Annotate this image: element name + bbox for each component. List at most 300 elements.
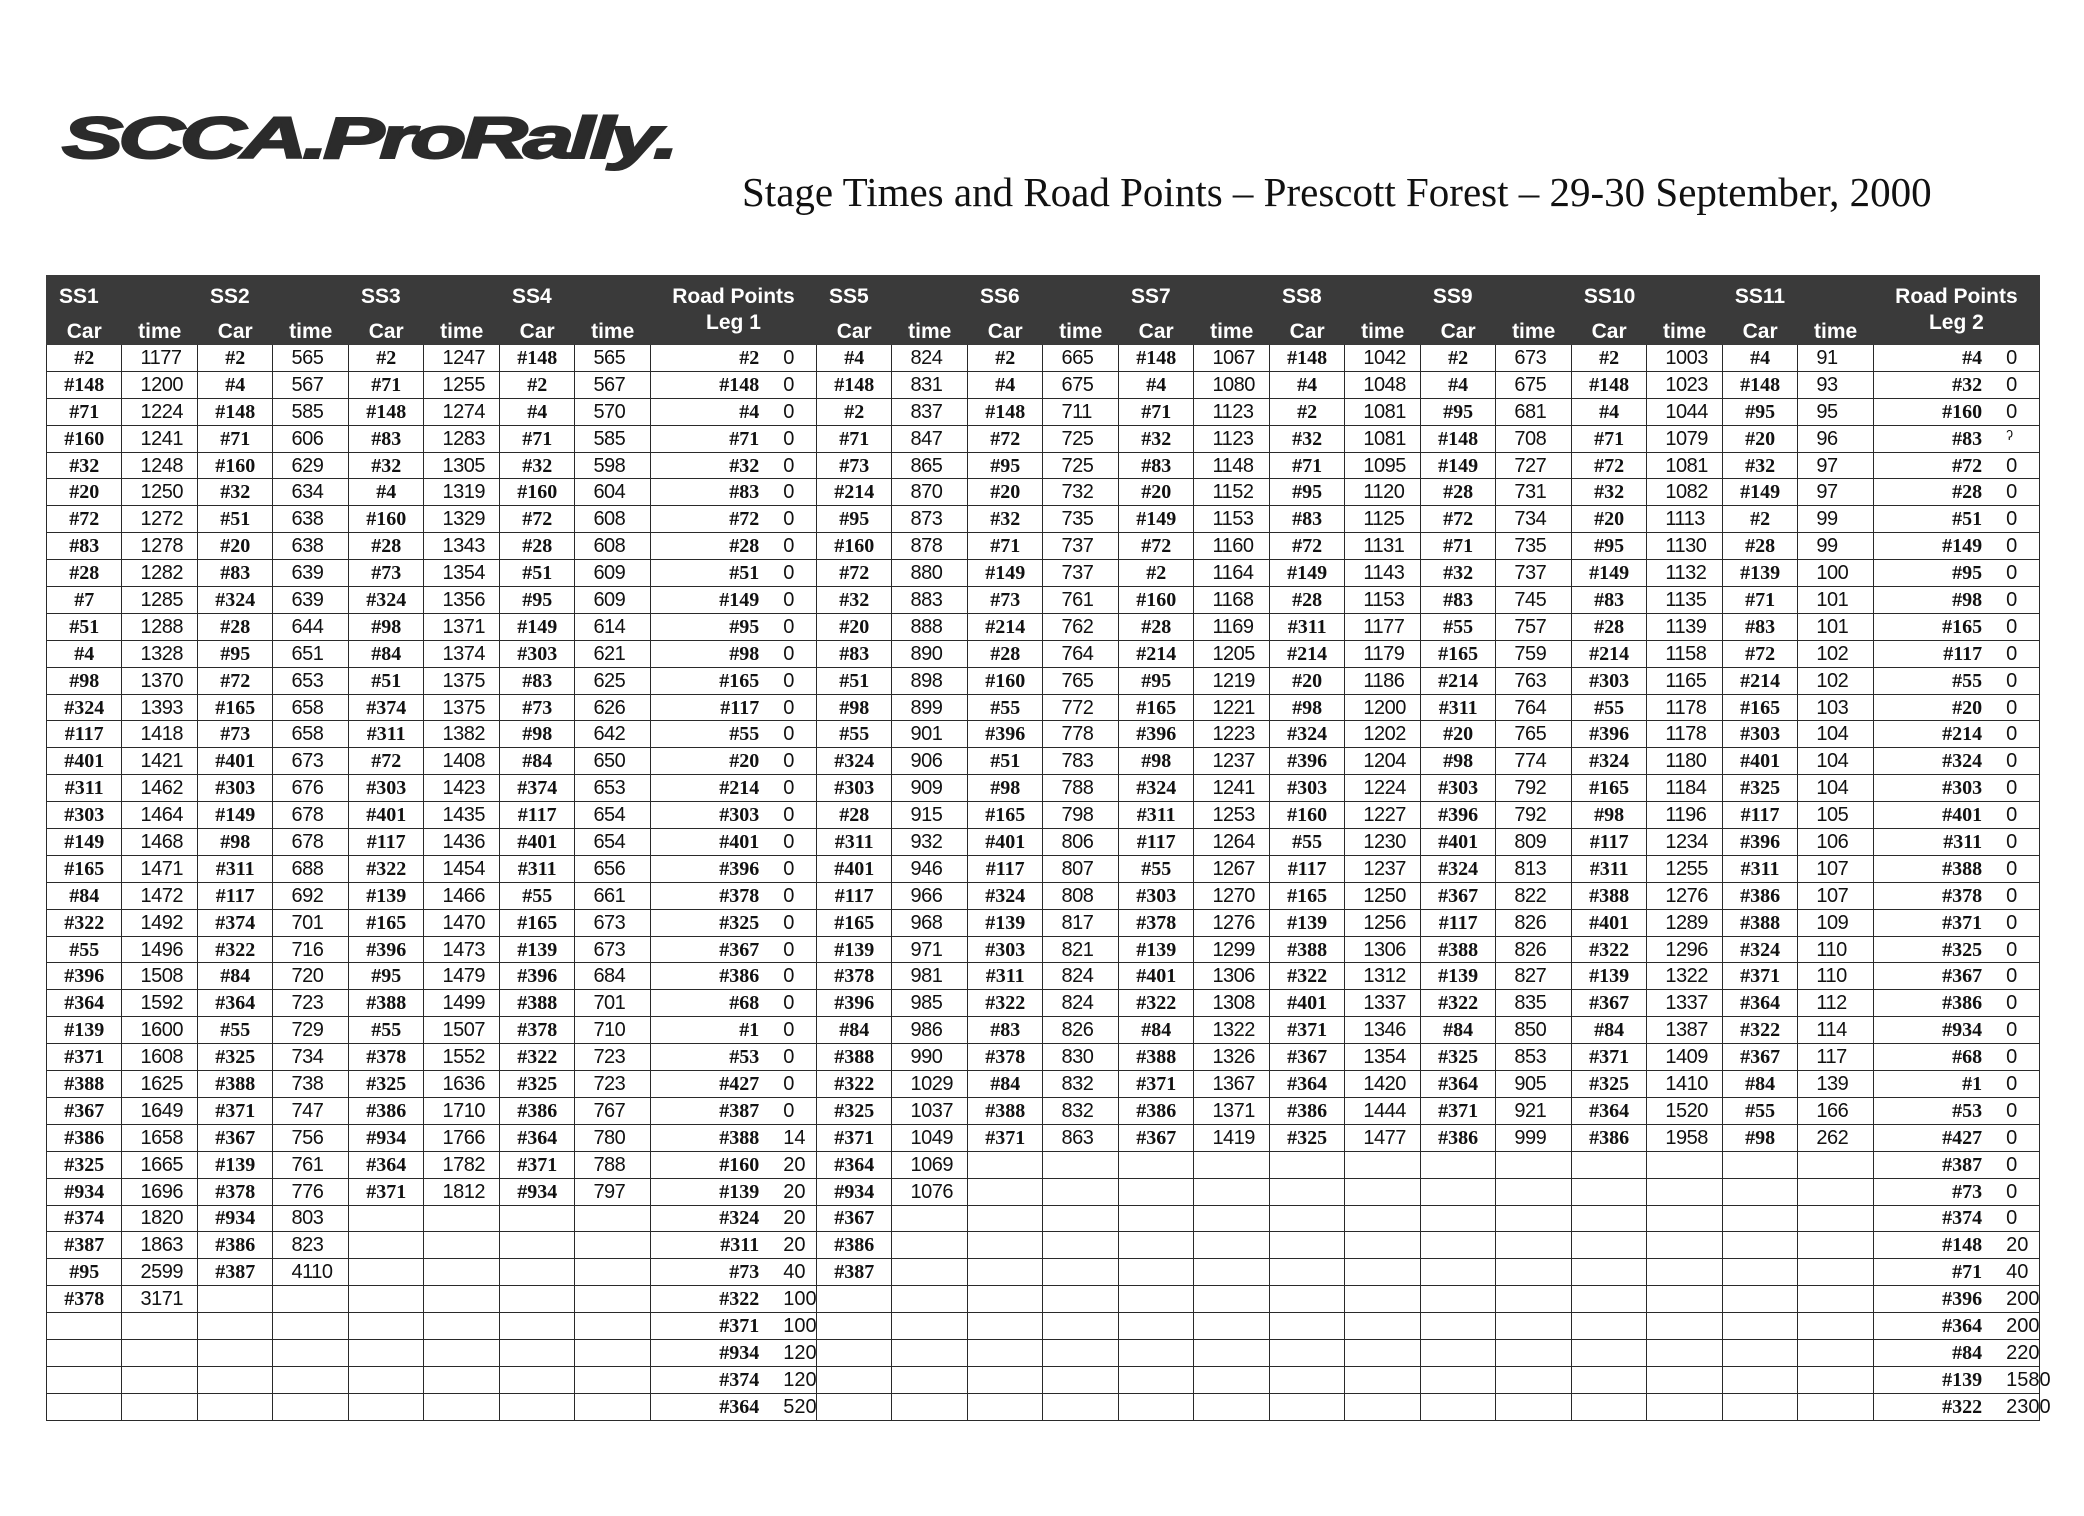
car-number-cell: #32	[1118, 425, 1193, 452]
points-car-cell: #396	[1873, 1286, 1994, 1313]
car-number-cell: #95	[1571, 533, 1646, 560]
stage-time-cell: 932	[892, 829, 968, 856]
points-value-cell: 0	[1994, 560, 2039, 587]
stage-time-cell	[1345, 1178, 1421, 1205]
stage-time-cell: 1184	[1647, 775, 1722, 802]
car-number-cell: #388	[1269, 936, 1344, 963]
car-number-cell: #149	[1722, 479, 1797, 506]
points-value-cell: 0	[1994, 721, 2039, 748]
car-number-cell: #367	[1118, 1124, 1193, 1151]
car-number-cell	[1571, 1259, 1646, 1286]
stage-time-cell: 91	[1798, 345, 1873, 372]
car-number-cell: #386	[47, 1124, 122, 1151]
stage-time-cell: 95	[1798, 398, 1873, 425]
car-number-cell: #55	[499, 882, 574, 909]
stage-time-cell: 1168	[1194, 587, 1270, 614]
stage-time-cell	[1345, 1151, 1421, 1178]
stage-time-cell: 1180	[1647, 748, 1722, 775]
car-number-cell: #98	[197, 829, 272, 856]
svg-text:SCCA.ProRally.: SCCA.ProRally.	[62, 106, 674, 171]
car-number-cell: #148	[1722, 371, 1797, 398]
table-row	[47, 721, 2040, 748]
stage-time-cell	[1345, 1232, 1421, 1259]
stage-time-cell: 745	[1496, 587, 1572, 614]
stage-time-cell	[424, 1232, 500, 1259]
car-number-cell: #325	[1420, 1044, 1495, 1071]
car-column-header: Car	[816, 319, 891, 345]
stage-time-cell: 824	[892, 345, 968, 372]
car-number-cell	[47, 1366, 122, 1393]
stage-time-cell: 621	[575, 640, 651, 667]
stage-time-cell	[1798, 1366, 1873, 1393]
points-value-cell: 0	[1994, 452, 2039, 479]
stage-time-cell	[1043, 1232, 1119, 1259]
car-number-cell: #311	[967, 963, 1042, 990]
table-row	[47, 425, 2040, 452]
stage-time-cell	[1194, 1339, 1270, 1366]
stage-time-cell: 1272	[122, 506, 198, 533]
points-value-cell: 0	[1994, 963, 2039, 990]
car-number-cell: #95	[967, 452, 1042, 479]
stage-time-cell: 103	[1798, 694, 1873, 721]
points-car-cell: #68	[650, 990, 771, 1017]
car-number-cell: #371	[47, 1044, 122, 1071]
stage-time-cell	[122, 1313, 198, 1340]
time-column-header: time	[424, 319, 500, 345]
car-number-cell	[348, 1366, 423, 1393]
car-number-cell	[1118, 1259, 1193, 1286]
stage-time-cell: 1354	[1345, 1044, 1421, 1071]
stage-time-cell: 906	[892, 748, 968, 775]
car-number-cell	[499, 1339, 574, 1366]
stage-time-cell: 585	[273, 398, 349, 425]
car-number-cell	[1269, 1178, 1344, 1205]
table-row	[47, 990, 2040, 1017]
stage-time-cell	[424, 1366, 500, 1393]
stage-time-cell: 1178	[1647, 721, 1722, 748]
car-number-cell: #388	[1420, 936, 1495, 963]
stage-time-cell: 780	[575, 1124, 651, 1151]
car-number-cell: #71	[1269, 452, 1344, 479]
car-number-cell: #165	[499, 909, 574, 936]
points-value-cell: 0	[771, 345, 816, 372]
stage-time-cell: 1696	[122, 1178, 198, 1205]
stage-time-cell: 1241	[122, 425, 198, 452]
points-car-cell: #371	[650, 1313, 771, 1340]
stage-time-cell: 1367	[1194, 1071, 1270, 1098]
stage-time-cell: 1158	[1647, 640, 1722, 667]
stage-time-cell: 1371	[1194, 1097, 1270, 1124]
stage-time-cell	[892, 1232, 968, 1259]
stage-time-cell: 798	[1043, 802, 1119, 829]
points-value-cell: 0	[771, 909, 816, 936]
stage-time-cell: 1202	[1345, 721, 1421, 748]
car-number-cell	[1420, 1339, 1495, 1366]
stage-time-cell: 1044	[1647, 398, 1722, 425]
stage-time-cell: 1230	[1345, 829, 1421, 856]
stage-time-cell: 1264	[1194, 829, 1270, 856]
car-number-cell: #71	[1722, 587, 1797, 614]
stage-time-cell: 608	[575, 533, 651, 560]
points-car-cell: #364	[650, 1393, 771, 1420]
car-number-cell: #55	[1269, 829, 1344, 856]
stage-time-cell	[1647, 1259, 1722, 1286]
stage-time-cell: 1067	[1194, 345, 1270, 372]
points-value-cell: 120	[771, 1339, 816, 1366]
stage-time-cell	[892, 1205, 968, 1232]
points-value-cell: 0	[771, 748, 816, 775]
points-value-cell: 520	[771, 1393, 816, 1420]
stage-time-cell: 1049	[892, 1124, 968, 1151]
stage-time-cell: 1343	[424, 533, 500, 560]
stage-time-cell: 729	[273, 1017, 349, 1044]
stage-time-cell	[1194, 1232, 1270, 1259]
stage-time-cell	[122, 1393, 198, 1420]
car-number-cell: #165	[1269, 882, 1344, 909]
car-number-cell: #214	[1118, 640, 1193, 667]
car-number-cell: #72	[1420, 506, 1495, 533]
points-car-cell: #32	[1873, 371, 1994, 398]
car-number-cell: #4	[967, 371, 1042, 398]
stage-header: SS6	[967, 276, 1118, 319]
car-number-cell: #374	[348, 694, 423, 721]
stage-time-cell: 725	[1043, 452, 1119, 479]
stage-time-cell: 570	[575, 398, 651, 425]
stage-time-cell: 1169	[1194, 613, 1270, 640]
car-number-cell: #148	[967, 398, 1042, 425]
stage-time-cell: 1520	[1647, 1097, 1722, 1124]
car-number-cell: #934	[499, 1178, 574, 1205]
stage-time-cell: 738	[273, 1071, 349, 1098]
page-title: Stage Times and Road Points – Prescott Forest – 29-30 September, 2000	[742, 169, 1932, 215]
points-car-cell: #386	[1873, 990, 1994, 1017]
stage-time-cell: 1444	[1345, 1097, 1421, 1124]
car-number-cell: #378	[1118, 909, 1193, 936]
stage-time-cell: 110	[1798, 936, 1873, 963]
car-number-cell: #388	[197, 1071, 272, 1098]
points-value-cell: 20	[771, 1232, 816, 1259]
points-value-cell: 20	[771, 1178, 816, 1205]
stage-time-cell: 1042	[1345, 345, 1421, 372]
car-number-cell: #386	[1269, 1097, 1344, 1124]
car-number-cell: #165	[348, 909, 423, 936]
time-column-header: time	[1496, 319, 1572, 345]
table-row	[47, 748, 2040, 775]
car-number-cell	[1269, 1259, 1344, 1286]
stage-time-cell	[575, 1205, 651, 1232]
stage-time-cell: 97	[1798, 479, 1873, 506]
car-number-cell: #83	[348, 425, 423, 452]
car-number-cell: #374	[47, 1205, 122, 1232]
car-number-cell: #20	[1269, 667, 1344, 694]
car-number-cell: #55	[1420, 613, 1495, 640]
points-value-cell: 0	[1994, 1205, 2039, 1232]
car-number-cell: #148	[1420, 425, 1495, 452]
car-number-cell	[348, 1259, 423, 1286]
car-number-cell: #4	[197, 371, 272, 398]
car-number-cell	[348, 1232, 423, 1259]
stage-time-cell: 966	[892, 882, 968, 909]
car-number-cell: #2	[47, 345, 122, 372]
car-number-cell: #160	[1269, 802, 1344, 829]
car-column-header: Car	[348, 319, 423, 345]
car-number-cell: #28	[499, 533, 574, 560]
car-number-cell: #303	[1269, 775, 1344, 802]
car-number-cell: #165	[1722, 694, 1797, 721]
car-number-cell: #303	[348, 775, 423, 802]
stage-time-cell: 585	[575, 425, 651, 452]
car-number-cell: #72	[47, 506, 122, 533]
points-car-cell: #303	[1873, 775, 1994, 802]
stage-time-cell: 1250	[1345, 882, 1421, 909]
stage-time-cell: 853	[1496, 1044, 1572, 1071]
car-number-cell	[197, 1313, 272, 1340]
stage-time-cell: 783	[1043, 748, 1119, 775]
car-number-cell: #371	[1722, 963, 1797, 990]
points-car-cell: #322	[1873, 1393, 1994, 1420]
points-value-cell: 0	[771, 990, 816, 1017]
points-car-cell: #68	[1873, 1044, 1994, 1071]
car-number-cell: #20	[1420, 721, 1495, 748]
points-car-cell: #325	[650, 909, 771, 936]
stage-time-cell: 792	[1496, 775, 1572, 802]
stage-time-cell: 880	[892, 560, 968, 587]
stage-time-cell: 701	[273, 909, 349, 936]
stage-time-cell: 757	[1496, 613, 1572, 640]
stage-time-cell: 890	[892, 640, 968, 667]
car-number-cell: #32	[1722, 452, 1797, 479]
stage-time-cell	[1496, 1259, 1572, 1286]
stage-time-cell: 767	[575, 1097, 651, 1124]
stage-time-cell	[1647, 1313, 1722, 1340]
car-number-cell: #139	[197, 1151, 272, 1178]
points-car-cell: #214	[650, 775, 771, 802]
stage-time-cell: 1507	[424, 1017, 500, 1044]
stage-time-cell: 678	[273, 802, 349, 829]
points-car-cell: #934	[1873, 1017, 1994, 1044]
stage-time-cell: 1221	[1194, 694, 1270, 721]
car-number-cell: #83	[816, 640, 891, 667]
time-column-header: time	[1647, 319, 1722, 345]
stage-time-cell: 638	[273, 506, 349, 533]
stage-time-cell	[1647, 1393, 1722, 1420]
table-row	[47, 1044, 2040, 1071]
stage-time-cell: 105	[1798, 802, 1873, 829]
car-number-cell	[1722, 1393, 1797, 1420]
car-column-header: Car	[1722, 319, 1797, 345]
table-row	[47, 775, 2040, 802]
table-row	[47, 613, 2040, 640]
stage-time-cell: 806	[1043, 829, 1119, 856]
car-number-cell: #117	[499, 802, 574, 829]
points-value-cell: 14	[771, 1124, 816, 1151]
stage-time-cell: 1080	[1194, 371, 1270, 398]
car-number-cell: #364	[1269, 1071, 1344, 1098]
car-number-cell: #325	[1269, 1124, 1344, 1151]
car-number-cell	[1420, 1393, 1495, 1420]
stage-time-cell: 1082	[1647, 479, 1722, 506]
stage-time-cell: 1371	[424, 613, 500, 640]
stage-time-cell: 1375	[424, 694, 500, 721]
stage-time-cell: 720	[273, 963, 349, 990]
car-number-cell: #2	[1722, 506, 1797, 533]
points-value-cell: 0	[771, 1044, 816, 1071]
time-column-header: time	[575, 319, 651, 345]
stage-time-cell: 1178	[1647, 694, 1722, 721]
stage-time-cell: 1029	[892, 1071, 968, 1098]
car-number-cell: #396	[47, 963, 122, 990]
car-number-cell: #378	[499, 1017, 574, 1044]
car-number-cell: #4	[1269, 371, 1344, 398]
car-number-cell	[816, 1366, 891, 1393]
stage-time-cell: 727	[1496, 452, 1572, 479]
car-number-cell: #401	[1118, 963, 1193, 990]
car-number-cell: #325	[197, 1044, 272, 1071]
stage-time-cell	[1194, 1366, 1270, 1393]
car-number-cell: #117	[47, 721, 122, 748]
stage-time-cell: 850	[1496, 1017, 1572, 1044]
stage-time-cell: 104	[1798, 721, 1873, 748]
stage-time-cell: 1592	[122, 990, 198, 1017]
car-number-cell: #367	[1571, 990, 1646, 1017]
points-value-cell: 120	[771, 1366, 816, 1393]
car-number-cell: #73	[816, 452, 891, 479]
points-value-cell: 0	[1994, 1044, 2039, 1071]
car-column-header: Car	[1118, 319, 1193, 345]
stage-time-cell: 1223	[1194, 721, 1270, 748]
stage-time-cell: 1410	[1647, 1071, 1722, 1098]
stage-time-cell	[1194, 1151, 1270, 1178]
car-number-cell: #55	[816, 721, 891, 748]
stage-time-cell: 1131	[1345, 533, 1421, 560]
car-number-cell: #95	[47, 1259, 122, 1286]
stage-time-cell: 1076	[892, 1178, 968, 1205]
stage-time-cell: 1177	[122, 345, 198, 372]
car-number-cell: #322	[967, 990, 1042, 1017]
stage-time-cell: 1354	[424, 560, 500, 587]
car-number-cell: #401	[1722, 748, 1797, 775]
stage-time-cell: 735	[1496, 533, 1572, 560]
car-number-cell: #386	[499, 1097, 574, 1124]
car-number-cell: #73	[499, 694, 574, 721]
stage-time-cell: 1464	[122, 802, 198, 829]
stage-time-cell: 604	[575, 479, 651, 506]
stage-time-cell	[1345, 1393, 1421, 1420]
points-value-cell: 0	[771, 963, 816, 990]
car-number-cell: #71	[499, 425, 574, 452]
car-number-cell: #322	[1571, 936, 1646, 963]
car-number-cell: #367	[197, 1124, 272, 1151]
stage-time-cell: 1472	[122, 882, 198, 909]
points-value-cell: 0	[1994, 855, 2039, 882]
points-car-cell: #311	[650, 1232, 771, 1259]
car-number-cell: #117	[348, 829, 423, 856]
points-car-cell: #72	[1873, 452, 1994, 479]
car-number-cell	[1420, 1151, 1495, 1178]
stage-time-cell: 821	[1043, 936, 1119, 963]
car-number-cell: #322	[47, 909, 122, 936]
points-car-cell: #1	[650, 1017, 771, 1044]
stage-time-cell	[575, 1339, 651, 1366]
car-column-header: Car	[499, 319, 574, 345]
stage-time-cell: 832	[1043, 1071, 1119, 1098]
stage-time-cell: 565	[273, 345, 349, 372]
car-number-cell	[1571, 1151, 1646, 1178]
stage-time-cell: 1499	[424, 990, 500, 1017]
points-value-cell: 40	[771, 1259, 816, 1286]
stage-time-cell: 658	[273, 721, 349, 748]
points-value-cell: 0	[771, 371, 816, 398]
stage-time-cell: 651	[273, 640, 349, 667]
stage-time-cell	[1194, 1178, 1270, 1205]
table-row	[47, 667, 2040, 694]
stage-time-cell: 101	[1798, 587, 1873, 614]
car-number-cell	[1118, 1366, 1193, 1393]
stage-header: SS3	[348, 276, 499, 319]
stage-header: SS10	[1571, 276, 1722, 319]
stage-time-cell: 759	[1496, 640, 1572, 667]
stage-time-cell: 747	[273, 1097, 349, 1124]
car-number-cell: #378	[816, 963, 891, 990]
points-car-cell: #387	[1873, 1151, 1994, 1178]
car-number-cell: #387	[47, 1232, 122, 1259]
car-number-cell: #72	[499, 506, 574, 533]
stage-time-cell: 1237	[1345, 855, 1421, 882]
car-number-cell: #139	[348, 882, 423, 909]
stage-time-cell: 824	[1043, 990, 1119, 1017]
stage-time-cell: 661	[575, 882, 651, 909]
car-number-cell: #303	[47, 802, 122, 829]
points-value-cell: 0	[1994, 748, 2039, 775]
points-car-cell: #117	[1873, 640, 1994, 667]
stage-time-cell: 1462	[122, 775, 198, 802]
car-number-cell: #148	[1269, 345, 1344, 372]
stage-time-cell: 701	[575, 990, 651, 1017]
car-number-cell: #32	[1420, 560, 1495, 587]
stage-time-cell: 675	[1043, 371, 1119, 398]
table-row	[47, 694, 2040, 721]
time-column-header: time	[273, 319, 349, 345]
car-number-cell: #388	[348, 990, 423, 1017]
time-column-header: time	[1043, 319, 1119, 345]
table-row	[47, 587, 2040, 614]
table-row	[47, 1259, 2040, 1286]
car-number-cell	[499, 1286, 574, 1313]
stage-time-cell	[1194, 1259, 1270, 1286]
car-number-cell: #4	[499, 398, 574, 425]
points-value-cell: 0	[771, 506, 816, 533]
car-column-header: Car	[1571, 319, 1646, 345]
stage-time-cell	[1043, 1366, 1119, 1393]
car-number-cell: #95	[816, 506, 891, 533]
points-value-cell: 0	[1994, 613, 2039, 640]
points-value-cell: 0	[1994, 506, 2039, 533]
car-number-cell	[1118, 1313, 1193, 1340]
car-number-cell: #324	[348, 587, 423, 614]
car-number-cell	[967, 1259, 1042, 1286]
points-car-cell: #387	[650, 1097, 771, 1124]
car-number-cell: #387	[197, 1259, 272, 1286]
stage-time-cell	[1798, 1178, 1873, 1205]
stage-time-cell	[892, 1259, 968, 1286]
stage-time-cell: 830	[1043, 1044, 1119, 1071]
stage-time-cell	[1647, 1232, 1722, 1259]
stage-time-cell: 1418	[122, 721, 198, 748]
car-number-cell: #160	[1118, 587, 1193, 614]
car-number-cell: #149	[1571, 560, 1646, 587]
car-number-cell: #84	[197, 963, 272, 990]
stage-time-cell	[1798, 1286, 1873, 1313]
